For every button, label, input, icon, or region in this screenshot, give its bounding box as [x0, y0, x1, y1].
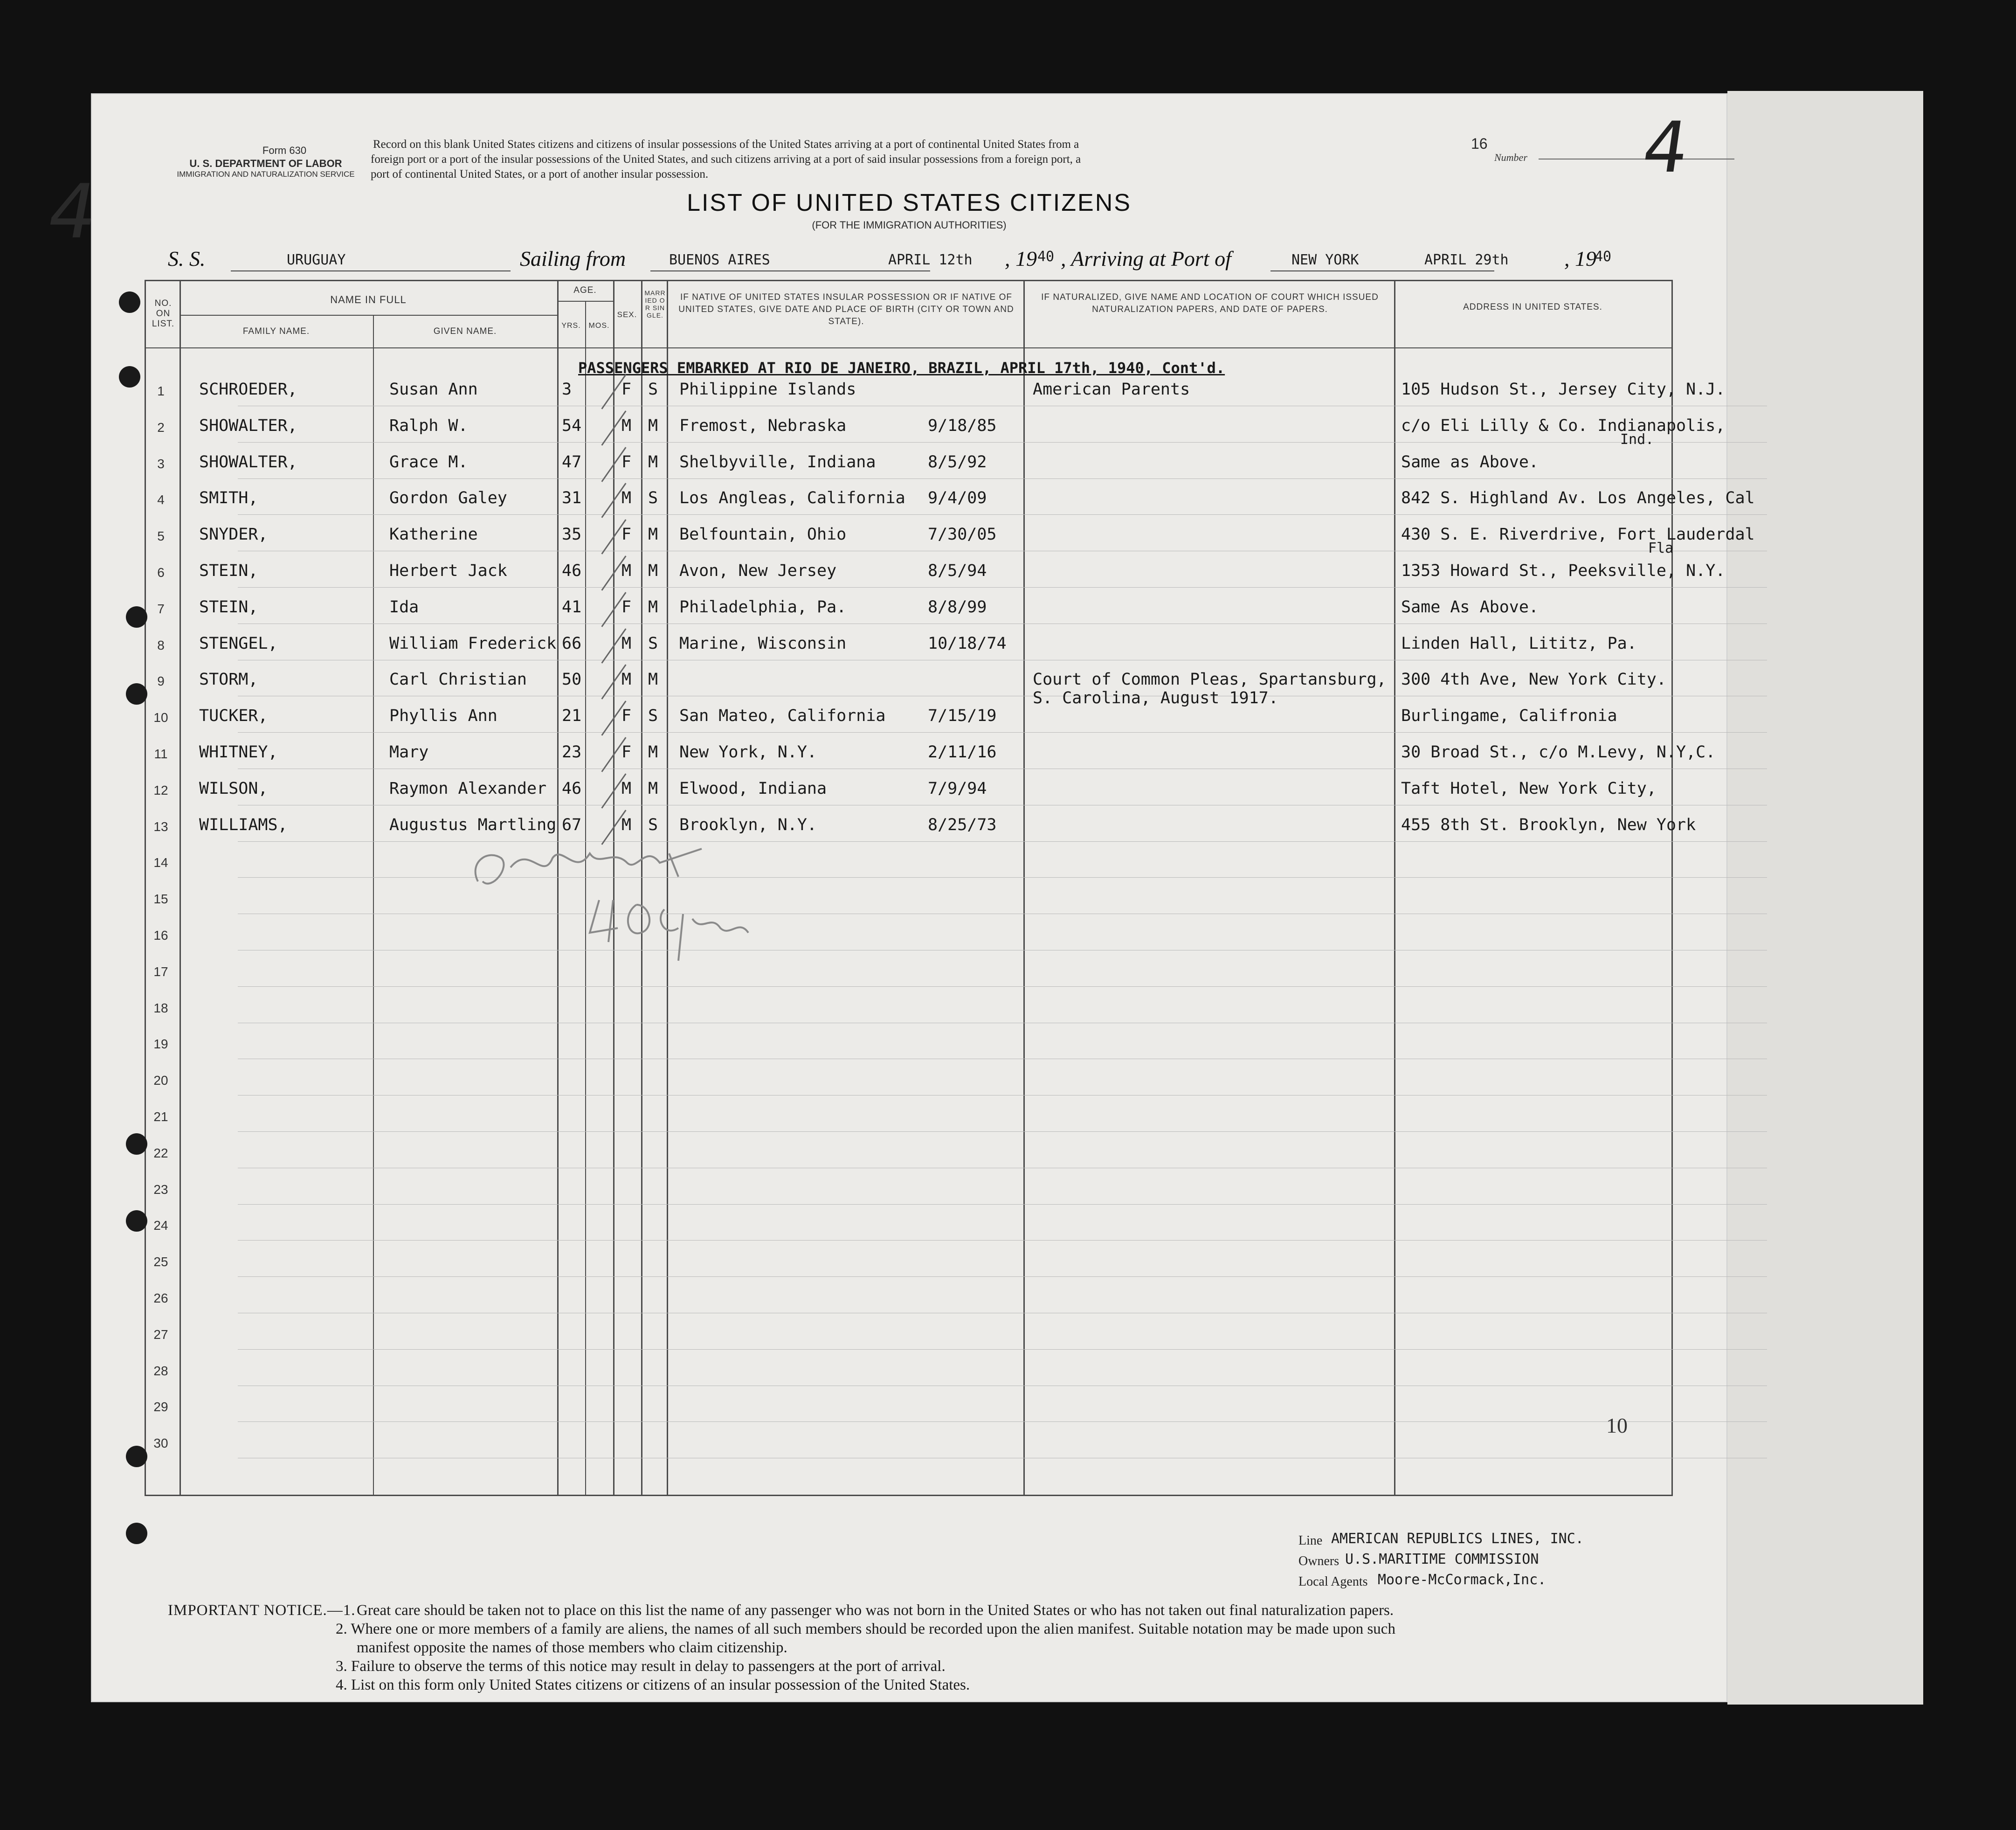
- age-years: 35: [562, 525, 582, 544]
- port-underline: [650, 270, 930, 271]
- row-number: 29: [153, 1400, 168, 1414]
- binder-hole: [126, 683, 147, 705]
- page-title: LIST OF UNITED STATES CITIZENS: [687, 189, 1132, 216]
- family-name: WILLIAMS,: [199, 815, 288, 834]
- age-years: 47: [562, 452, 582, 471]
- sex: F: [621, 380, 632, 399]
- col-header-birth: IF NATIVE OF UNITED STATES INSULAR POSSESSION OR IF NATIVE OF UNITED STATES, GIVE DATE AND PLACE OF BIRTH (CITY OR TOWN AND STATE).: [678, 292, 1014, 326]
- given-name: Raymon Alexander: [389, 779, 547, 798]
- birthdate: 9/18/85: [928, 416, 997, 435]
- sex: F: [621, 707, 632, 726]
- col-header-naturalized: IF NATURALIZED, GIVE NAME AND LOCATION OF COURT WHICH ISSUED NATURALIZATION PAPERS, AND DATE OF PAPERS.: [1041, 292, 1379, 314]
- notice-1: Great care should be taken not to place on this list the name of any passenger who was not born in the United States or who has not taken out final naturalization papers.: [357, 1602, 1394, 1619]
- birthdate: 7/30/05: [928, 525, 997, 544]
- row-rule: [238, 478, 1767, 479]
- marital-status: S: [648, 380, 658, 399]
- age-subheader-rule: [557, 301, 613, 302]
- binder-hole: [126, 606, 147, 628]
- row-number: 20: [153, 1073, 168, 1088]
- row-number: 26: [153, 1291, 168, 1305]
- address: 455 8th St. Brooklyn, New York: [1401, 815, 1696, 834]
- family-name: SHOWALTER,: [199, 452, 297, 471]
- sailing-from-label: Sailing from: [520, 247, 626, 270]
- table-top-rule: [145, 280, 1671, 281]
- notice-heading: IMPORTANT NOTICE.—1.: [168, 1602, 356, 1619]
- row-rule: [238, 986, 1767, 987]
- given-name: Herbert Jack: [389, 561, 507, 580]
- col-header-sex: SEX.: [617, 310, 637, 319]
- col-header-yrs: YRS.: [561, 322, 581, 330]
- birthplace: Marine, Wisconsin: [679, 634, 847, 653]
- row-rule: [238, 442, 1767, 443]
- row-rule: [238, 732, 1767, 733]
- birthplace: Belfountain, Ohio: [679, 525, 847, 544]
- notice-4: 4. List on this form only United States citizens or citizens of an insular possession of the United States.: [336, 1677, 970, 1693]
- birthplace: Avon, New Jersey: [679, 561, 837, 580]
- marital-status: M: [648, 452, 658, 471]
- given-name: Augustus Martling: [389, 815, 557, 834]
- birthplace: San Mateo, California: [679, 707, 886, 726]
- manifest-page: [41, 93, 1755, 1702]
- notice-3: 3. Failure to observe the terms of this notice may result in delay to passengers at the port of arrival.: [336, 1658, 946, 1675]
- col-rule: [373, 315, 374, 1496]
- row-number: 3: [157, 456, 165, 471]
- row-number: 27: [153, 1327, 168, 1342]
- binder-hole: [126, 1446, 147, 1467]
- line-name: AMERICAN REPUBLICS LINES, INC.: [1331, 1531, 1584, 1547]
- marital-status: S: [648, 815, 658, 834]
- number-label: Number: [1494, 152, 1527, 163]
- list-number: 16: [1471, 135, 1488, 152]
- ship-name: URUGUAY: [287, 252, 346, 268]
- row-number: 15: [153, 892, 168, 907]
- row-rule: [238, 1276, 1767, 1277]
- service: IMMIGRATION AND NATURALIZATION SERVICE: [177, 170, 355, 179]
- birthdate: 9/4/09: [928, 489, 987, 508]
- naturalization-court-line-2: S. Carolina, August 1917.: [1033, 689, 1278, 708]
- notice-2a: 2. Where one or more members of a family are aliens, the names of all such members should be recorded upon the alien manifest. Suitable notation may be made upon such: [336, 1621, 1395, 1637]
- row-number: 16: [153, 928, 168, 943]
- family-name: SNYDER,: [199, 525, 268, 544]
- marital-status: S: [648, 489, 658, 508]
- form-number: Form 630: [262, 145, 307, 156]
- instruction-line-1: Record on this blank United States citizens and citizens of insular possessions of the United States arriving at a port of continental United States from a: [373, 138, 1079, 151]
- marital-status: M: [648, 416, 658, 435]
- address: Burlingame, Califronia: [1401, 707, 1617, 726]
- count-mark: 10: [1606, 1414, 1628, 1437]
- sex: M: [621, 561, 632, 580]
- birthdate: 7/9/94: [928, 779, 987, 798]
- row-rule: [238, 1421, 1767, 1422]
- marital-status: S: [648, 707, 658, 726]
- col-header-age: AGE.: [573, 285, 597, 295]
- address: 1353 Howard St., Peeksville, N.Y.: [1401, 561, 1726, 580]
- sailing-date: APRIL 12th: [888, 252, 973, 268]
- address: Same As Above.: [1401, 597, 1539, 617]
- agents-name: Moore-McCormack,Inc.: [1378, 1572, 1547, 1588]
- age-years: 31: [562, 489, 582, 508]
- family-name: SMITH,: [199, 489, 258, 508]
- address: 30 Broad St., c/o M.Levy, N.Y,C.: [1401, 743, 1716, 762]
- row-rule: [238, 1349, 1767, 1350]
- col-rule: [145, 280, 146, 1496]
- family-name: SCHROEDER,: [199, 380, 297, 399]
- row-number: 4: [157, 492, 165, 507]
- row-number: 25: [153, 1255, 168, 1269]
- row-rule: [238, 514, 1767, 515]
- row-number: 28: [153, 1363, 168, 1378]
- row-number: 12: [153, 783, 168, 797]
- age-years: 46: [562, 561, 582, 580]
- family-name: STEIN,: [199, 561, 258, 580]
- row-rule: [238, 1204, 1767, 1205]
- handwritten-annotation: [459, 825, 762, 965]
- family-name: WILSON,: [199, 779, 268, 798]
- margin-mark-handwritten: 4: [41, 168, 104, 255]
- row-number: 23: [153, 1182, 168, 1197]
- marital-status: S: [648, 634, 658, 653]
- col-header-married: MARRIED OR SINGLE.: [644, 289, 666, 319]
- binder-hole: [126, 1210, 147, 1232]
- col-header-given: GIVEN NAME.: [433, 326, 497, 336]
- ss-label: S. S.: [168, 247, 206, 270]
- birthdate: 10/18/74: [928, 634, 1007, 653]
- given-name: Katherine: [389, 525, 478, 544]
- birthdate: 8/25/73: [928, 815, 997, 834]
- birthdate: 2/11/16: [928, 743, 997, 762]
- given-name: Gordon Galey: [389, 489, 507, 508]
- instruction-line-2: foreign port or a port of the insular possessions of the United States, and such citizens arriving at a port of said insular possessions from a foreign port, a: [371, 153, 1081, 166]
- address-line-2: Ind.: [1620, 431, 1654, 448]
- row-number: 19: [153, 1037, 168, 1052]
- sex: F: [621, 597, 632, 617]
- name-subheader-rule: [180, 315, 557, 316]
- row-number: 17: [153, 964, 168, 979]
- binder-hole: [126, 1133, 147, 1155]
- department: U. S. DEPARTMENT OF LABOR: [189, 158, 342, 169]
- given-name: Grace M.: [389, 452, 468, 471]
- sex: M: [621, 670, 632, 689]
- col-header-mos: MOS.: [588, 322, 610, 330]
- naturalization-court: American Parents: [1033, 380, 1190, 399]
- marital-status: M: [648, 525, 658, 544]
- sex: F: [621, 525, 632, 544]
- sex: M: [621, 634, 632, 653]
- address: 300 4th Ave, New York City.: [1401, 670, 1666, 689]
- line-label: Line: [1298, 1533, 1323, 1548]
- sailing-year: 40: [1037, 249, 1055, 265]
- col-rule: [1394, 280, 1395, 1496]
- notice-2b: manifest opposite the names of those members who claim citizenship.: [357, 1639, 787, 1656]
- birthplace: Fremost, Nebraska: [679, 416, 847, 435]
- age-years: 41: [562, 597, 582, 617]
- address: Linden Hall, Lititz, Pa.: [1401, 634, 1637, 653]
- age-years: 3: [562, 380, 572, 399]
- given-name: William Frederick: [389, 634, 557, 653]
- arrival-port: NEW YORK: [1291, 252, 1359, 268]
- underlying-sheet: [1727, 91, 1923, 1705]
- year-prefix: , 19: [1005, 247, 1037, 270]
- col-rule: [1023, 280, 1025, 1496]
- row-number: 14: [153, 855, 168, 870]
- row-number: 30: [153, 1436, 168, 1451]
- given-name: Mary: [389, 743, 429, 762]
- given-name: Susan Ann: [389, 380, 478, 399]
- ship-underline: [231, 270, 511, 271]
- col-header-family: FAMILY NAME.: [242, 326, 310, 336]
- address: c/o Eli Lilly & Co. Indianapolis,: [1401, 416, 1726, 435]
- birthdate: 8/8/99: [928, 597, 987, 617]
- section-note: PASSENGERS EMBARKED AT RIO DE JANEIRO, BRAZIL, APRIL 17th, 1940, Cont'd.: [578, 359, 1225, 377]
- marital-status: M: [648, 743, 658, 762]
- given-name: Phyllis Ann: [389, 707, 497, 726]
- family-name: STEIN,: [199, 597, 258, 617]
- binder-hole: [119, 366, 140, 388]
- col-rule: [180, 280, 181, 1496]
- birthplace: Philadelphia, Pa.: [679, 597, 847, 617]
- sex: M: [621, 815, 632, 834]
- marital-status: M: [648, 561, 658, 580]
- col-header-no: NO. ON LIST.: [152, 298, 175, 329]
- sex: M: [621, 489, 632, 508]
- arrival-year-prefix: , 19: [1564, 247, 1596, 270]
- age-years: 67: [562, 815, 582, 834]
- col-rule: [1671, 280, 1673, 1496]
- instruction-line-3: port of continental United States, or a port of another insular possession.: [371, 168, 709, 180]
- birthdate: 8/5/92: [928, 452, 987, 471]
- age-years: 23: [562, 743, 582, 762]
- age-years: 54: [562, 416, 582, 435]
- address-line-2: Fla: [1648, 540, 1674, 557]
- family-name: TUCKER,: [199, 707, 268, 726]
- page-subtitle: (FOR THE IMMIGRATION AUTHORITIES): [812, 219, 1007, 231]
- sex: M: [621, 416, 632, 435]
- sex: M: [621, 779, 632, 798]
- age-years: 66: [562, 634, 582, 653]
- row-number: 21: [153, 1109, 168, 1124]
- address: Taft Hotel, New York City,: [1401, 779, 1657, 798]
- birthplace: Brooklyn, N.Y.: [679, 815, 817, 834]
- marital-status: M: [648, 670, 658, 689]
- col-header-address: ADDRESS IN UNITED STATES.: [1463, 302, 1602, 312]
- address: Same as Above.: [1401, 452, 1539, 471]
- row-number: 11: [154, 747, 168, 761]
- row-number: 13: [153, 819, 168, 834]
- age-years: 50: [562, 670, 582, 689]
- birthdate: 8/5/94: [928, 561, 987, 580]
- address: 430 S. E. Riverdrive, Fort Lauderdal: [1401, 525, 1755, 544]
- birthdate: 7/15/19: [928, 707, 997, 726]
- birthplace: New York, N.Y.: [679, 743, 817, 762]
- row-rule: [238, 1240, 1767, 1241]
- age-years: 46: [562, 779, 582, 798]
- family-name: STORM,: [199, 670, 258, 689]
- given-name: Carl Christian: [389, 670, 527, 689]
- binder-hole: [119, 291, 140, 313]
- row-number: 7: [157, 601, 165, 616]
- binder-hole: [126, 1523, 147, 1544]
- col-header-name: NAME IN FULL: [330, 294, 407, 305]
- marital-status: M: [648, 597, 658, 617]
- row-number: 2: [157, 420, 165, 435]
- marital-status: M: [648, 779, 658, 798]
- birthplace: Los Angleas, California: [679, 489, 905, 508]
- row-number: 22: [153, 1145, 168, 1160]
- row-rule: [238, 1131, 1767, 1132]
- row-number: 9: [157, 674, 165, 689]
- address: 105 Hudson St., Jersey City, N.J.: [1401, 380, 1726, 399]
- birthplace: Philippine Islands: [679, 380, 856, 399]
- row-rule: [238, 587, 1767, 588]
- row-number: 5: [157, 529, 165, 544]
- arriving-label: , Arriving at Port of: [1061, 247, 1231, 270]
- sex: F: [621, 452, 632, 471]
- age-years: 21: [562, 707, 582, 726]
- arrival-date: APRIL 29th: [1424, 252, 1509, 268]
- row-number: 24: [153, 1218, 168, 1233]
- given-name: Ralph W.: [389, 416, 468, 435]
- sex: F: [621, 743, 632, 762]
- row-number: 8: [157, 638, 165, 652]
- family-name: SHOWALTER,: [199, 416, 297, 435]
- sheet-number-handwritten: 4: [1637, 107, 1694, 188]
- address: 842 S. Highland Av. Los Angeles, Cal: [1401, 489, 1755, 508]
- owners-label: Owners: [1298, 1554, 1339, 1568]
- row-number: 10: [153, 710, 168, 725]
- agents-label: Local Agents: [1298, 1574, 1368, 1589]
- arrival-year: 40: [1595, 249, 1612, 265]
- given-name: Ida: [389, 597, 419, 617]
- row-number: 6: [157, 565, 165, 580]
- family-name: STENGEL,: [199, 634, 278, 653]
- owners-name: U.S.MARITIME COMMISSION: [1345, 1551, 1539, 1567]
- naturalization-court: Court of Common Pleas, Spartansburg,: [1033, 670, 1387, 689]
- birthplace: Shelbyville, Indiana: [679, 452, 876, 471]
- row-number: 18: [153, 1000, 168, 1015]
- family-name: WHITNEY,: [199, 743, 278, 762]
- sailing-from: BUENOS AIRES: [669, 252, 770, 268]
- row-number: 1: [157, 384, 165, 398]
- birthplace: Elwood, Indiana: [679, 779, 827, 798]
- arrival-port-underline: [1270, 270, 1494, 271]
